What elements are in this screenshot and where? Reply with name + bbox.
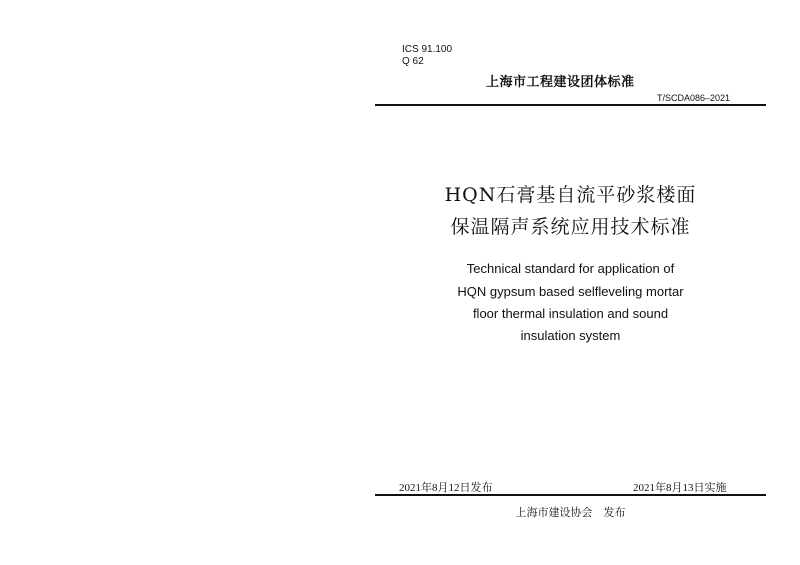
english-title-line-3: floor thermal insulation and sound: [472, 306, 669, 321]
english-title-line-4: insulation system: [520, 328, 621, 343]
chinese-title-line-1: HQN石膏基自流平砂浆楼面: [444, 184, 697, 206]
ics-code: ICS 91.100: [402, 44, 453, 55]
standard-number: T/SCDA086–2021: [656, 93, 730, 103]
publisher: 上海市建设协会 发布: [515, 506, 626, 519]
bottom-divider: [375, 494, 766, 496]
classification-code: Q 62: [402, 56, 424, 67]
implementation-date: 2021年8月13日实施: [633, 482, 727, 494]
issue-date: 2021年8月12日发布: [399, 482, 493, 494]
top-divider: [375, 104, 766, 106]
chinese-title-line-2: 保温隔声系统应用技术标准: [450, 216, 691, 238]
english-title-line-2: HQN gypsum based selfleveling mortar: [457, 284, 684, 299]
organization-standard-title: 上海市工程建设团体标准: [486, 75, 635, 90]
english-title-line-1: Technical standard for application of: [466, 261, 675, 276]
